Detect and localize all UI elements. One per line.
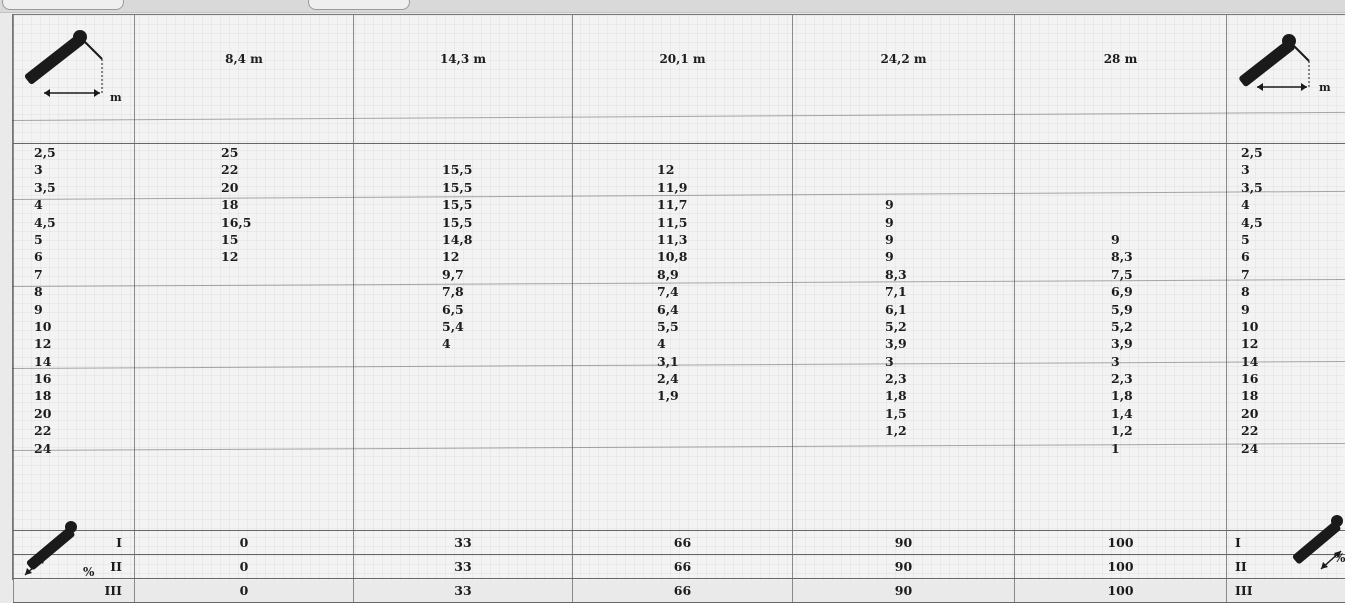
radius-value: 10 (14, 318, 134, 335)
radius-value: 6 (1227, 248, 1345, 265)
capacity-value: 16,5 (135, 214, 353, 231)
capacity-value: 1,8 (1015, 387, 1226, 404)
radius-value: 7 (1227, 266, 1345, 283)
capacity-value: 9 (793, 214, 1014, 231)
radius-value: 22 (14, 422, 134, 439)
toolbar-control[interactable] (2, 0, 124, 10)
radius-value: 9 (1227, 301, 1345, 318)
capacity-value: 5,9 (1015, 301, 1226, 318)
header-radius-right (1227, 15, 1345, 144)
telescope-percent: 66 (573, 531, 793, 555)
capacity-column (573, 144, 793, 531)
capacity-value: 11,3 (573, 231, 792, 248)
load-chart-table (13, 15, 1345, 603)
capacity-column (354, 144, 573, 531)
capacity-value: 9 (1015, 231, 1226, 248)
capacity-value: 12 (573, 161, 792, 178)
telescope-percent: 100 (1015, 531, 1227, 555)
capacity-value: 12 (354, 248, 572, 265)
telescoping-row-3 (14, 579, 1345, 603)
header-row (14, 15, 1345, 144)
capacity-value (354, 144, 572, 161)
radius-value: 12 (1227, 335, 1345, 352)
capacity-value: 9 (793, 231, 1014, 248)
radius-value: 8 (1227, 283, 1345, 300)
capacity-value: 6,4 (573, 301, 792, 318)
capacity-value: 3,9 (793, 335, 1014, 352)
capacity-value: 15 (135, 231, 353, 248)
capacity-value: 2,3 (1015, 370, 1226, 387)
capacity-body-row (14, 144, 1345, 531)
capacity-value (1015, 144, 1226, 161)
radius-value: 4 (1227, 196, 1345, 213)
capacity-value: 14,8 (354, 231, 572, 248)
toolbar-control[interactable] (308, 0, 410, 10)
capacity-value: 3,9 (1015, 335, 1226, 352)
radius-value: 18 (14, 387, 134, 404)
telescope-percent: 33 (354, 579, 573, 603)
percent-symbol-left: % (83, 565, 94, 579)
capacity-value: 9,7 (354, 266, 572, 283)
radius-column-right (1227, 144, 1345, 531)
capacity-value: 1,5 (793, 405, 1014, 422)
capacity-value: 11,7 (573, 196, 792, 213)
radius-value: 14 (14, 353, 134, 370)
radius-value: 2,5 (14, 144, 134, 161)
capacity-value: 25 (135, 144, 353, 161)
radius-value: 7 (14, 266, 134, 283)
capacity-value: 5,2 (793, 318, 1014, 335)
header-radius-left (14, 15, 135, 144)
capacity-value: 1,9 (573, 387, 792, 404)
capacity-value: 5,5 (573, 318, 792, 335)
capacity-value: 3,1 (573, 353, 792, 370)
telescope-mode-cell (14, 579, 135, 603)
telescope-percent: 33 (354, 555, 573, 579)
capacity-value: 8,9 (573, 266, 792, 283)
telescope-percent: 90 (793, 531, 1015, 555)
capacity-column (793, 144, 1015, 531)
capacity-value: 4 (573, 335, 792, 352)
capacity-value: 2,4 (573, 370, 792, 387)
radius-value: 10 (1227, 318, 1345, 335)
telescope-mode-label: III (104, 583, 122, 598)
capacity-value: 20 (135, 179, 353, 196)
telescope-percent: 100 (1015, 555, 1227, 579)
capacity-value: 9 (793, 248, 1014, 265)
radius-column-left (14, 144, 135, 531)
capacity-value (573, 144, 792, 161)
radius-value: 14 (1227, 353, 1345, 370)
capacity-value: 8,3 (793, 266, 1014, 283)
radius-value: 9 (14, 301, 134, 318)
capacity-value: 11,5 (573, 214, 792, 231)
radius-value: 3 (1227, 161, 1345, 178)
radius-unit-label: m (1319, 79, 1331, 96)
capacity-value: 6,5 (354, 301, 572, 318)
capacity-value: 1,2 (793, 422, 1014, 439)
load-chart-sheet (12, 14, 1345, 580)
capacity-value: 1,4 (1015, 405, 1226, 422)
capacity-value: 7,1 (793, 283, 1014, 300)
capacity-value: 22 (135, 161, 353, 178)
boom-length-header: 28 m (1015, 15, 1227, 144)
radius-value: 24 (1227, 440, 1345, 457)
capacity-value: 18 (135, 196, 353, 213)
radius-value: 4 (14, 196, 134, 213)
capacity-value: 5,4 (354, 318, 572, 335)
capacity-value: 7,5 (1015, 266, 1226, 283)
radius-value: 4,5 (1227, 214, 1345, 231)
radius-value: 24 (14, 440, 134, 457)
capacity-value: 15,5 (354, 196, 572, 213)
radius-value: 3,5 (14, 179, 134, 196)
capacity-value: 3 (1015, 353, 1226, 370)
telescope-percent: 100 (1015, 579, 1227, 603)
boom-length-header: 8,4 m (135, 15, 354, 144)
capacity-value: 1,2 (1015, 422, 1226, 439)
capacity-value: 12 (135, 248, 353, 265)
capacity-value: 8,3 (1015, 248, 1226, 265)
capacity-value: 1 (1015, 440, 1226, 457)
capacity-value: 1,8 (793, 387, 1014, 404)
boom-length-header: 24,2 m (793, 15, 1015, 144)
telescope-percent: 0 (135, 579, 354, 603)
telescope-mode-label: I (116, 535, 122, 550)
capacity-column (1015, 144, 1227, 531)
radius-value: 18 (1227, 387, 1345, 404)
telescope-percent: 66 (573, 579, 793, 603)
telescope-percent: 66 (573, 555, 793, 579)
radius-value: 2,5 (1227, 144, 1345, 161)
capacity-value: 9 (793, 196, 1014, 213)
radius-value: 3,5 (1227, 179, 1345, 196)
capacity-value: 6,1 (793, 301, 1014, 318)
top-toolbar-strip (0, 0, 1345, 13)
telescope-mode-label: II (1235, 559, 1247, 574)
capacity-value (1015, 196, 1226, 213)
percent-symbol-right: % (1334, 551, 1345, 565)
radius-value: 16 (14, 370, 134, 387)
capacity-value (1015, 214, 1226, 231)
capacity-value: 10,8 (573, 248, 792, 265)
capacity-value: 4 (354, 335, 572, 352)
capacity-value: 7,8 (354, 283, 572, 300)
radius-value: 4,5 (14, 214, 134, 231)
capacity-value: 6,9 (1015, 283, 1226, 300)
capacity-value (1015, 161, 1226, 178)
capacity-value: 5,2 (1015, 318, 1226, 335)
telescope-percent: 0 (135, 531, 354, 555)
capacity-value: 15,5 (354, 179, 572, 196)
telescope-mode-label: I (1235, 535, 1241, 550)
boom-length-header: 20,1 m (573, 15, 793, 144)
telescope-percent: 90 (793, 555, 1015, 579)
radius-unit-label: m (110, 89, 122, 106)
telescoping-row-1 (14, 531, 1345, 555)
telescope-mode-cell (1227, 579, 1345, 603)
radius-value: 3 (14, 161, 134, 178)
capacity-column (135, 144, 354, 531)
telescoping-row-2 (14, 555, 1345, 579)
radius-value: 8 (14, 283, 134, 300)
radius-value: 5 (14, 231, 134, 248)
radius-value: 20 (1227, 405, 1345, 422)
capacity-value (793, 161, 1014, 178)
radius-value: 22 (1227, 422, 1345, 439)
telescope-percent: 90 (793, 579, 1015, 603)
capacity-value: 7,4 (573, 283, 792, 300)
radius-value: 5 (1227, 231, 1345, 248)
capacity-value: 15,5 (354, 214, 572, 231)
capacity-value: 3 (793, 353, 1014, 370)
radius-value: 12 (14, 335, 134, 352)
radius-value: 20 (14, 405, 134, 422)
radius-value: 6 (14, 248, 134, 265)
telescope-percent: 0 (135, 555, 354, 579)
capacity-value: 11,9 (573, 179, 792, 196)
telescope-percent: 33 (354, 531, 573, 555)
capacity-value (793, 144, 1014, 161)
boom-length-header: 14,3 m (354, 15, 573, 144)
telescope-mode-label: III (1235, 583, 1253, 598)
telescope-mode-label: II (110, 559, 122, 574)
capacity-value: 2,3 (793, 370, 1014, 387)
capacity-value: 15,5 (354, 161, 572, 178)
radius-value: 16 (1227, 370, 1345, 387)
